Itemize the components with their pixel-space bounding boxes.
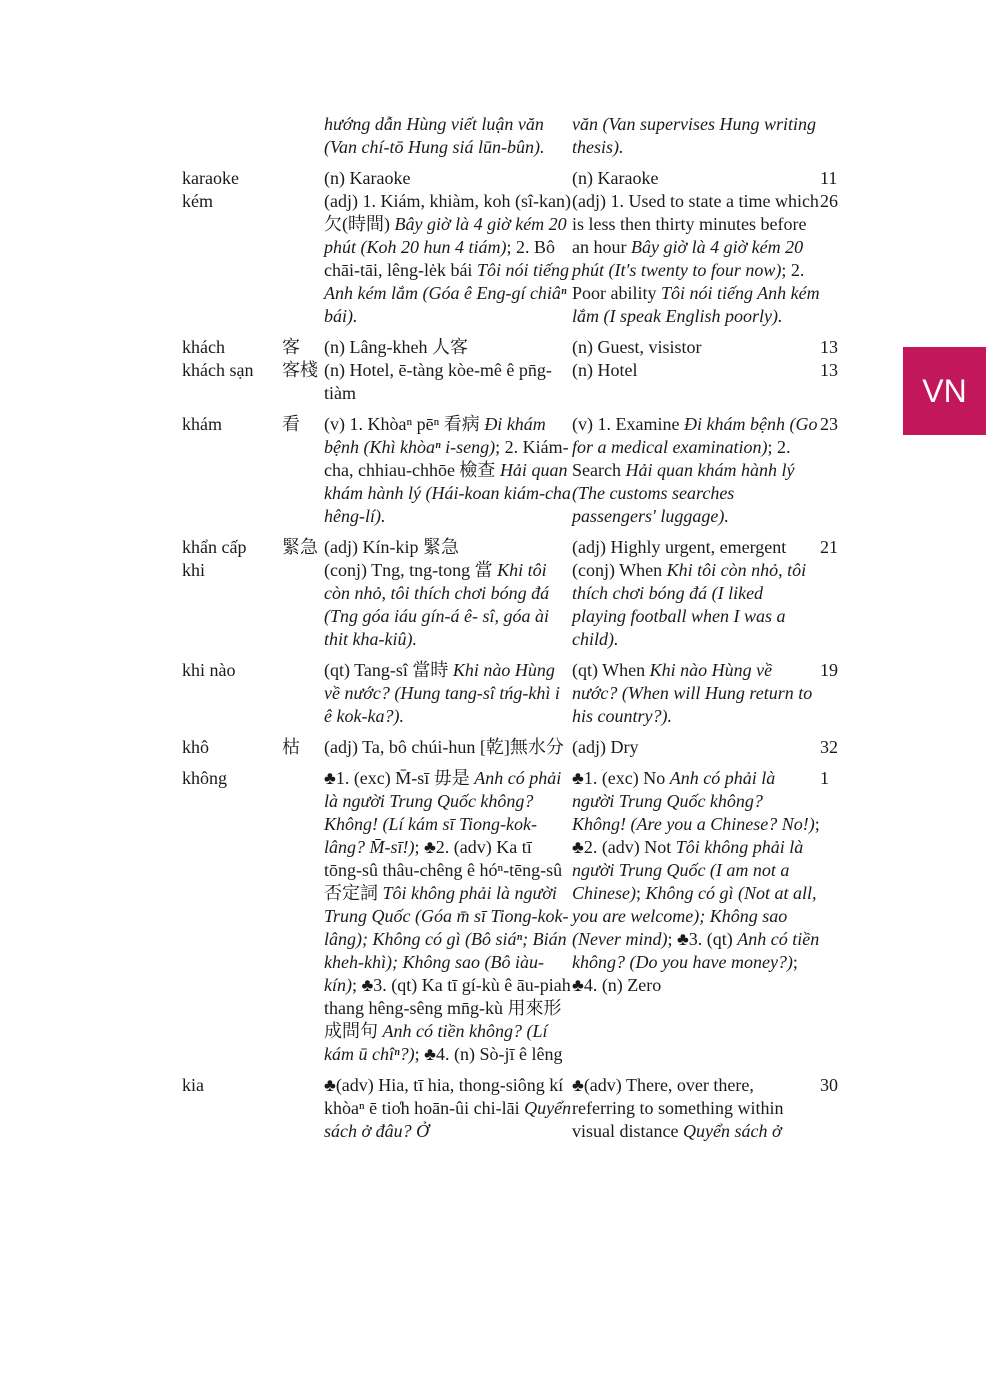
headword: khô — [182, 737, 209, 757]
lesson-number: 21 — [820, 537, 838, 557]
lesson-number: 19 — [820, 660, 838, 680]
lesson-number: 30 — [820, 1075, 838, 1095]
han — [282, 113, 324, 167]
dictionary-entry — [182, 113, 842, 167]
dictionary-entry — [182, 359, 842, 413]
dictionary-entry — [182, 736, 842, 767]
english-definition: (n) Hotel — [572, 360, 638, 380]
english-definition: (adj) 1. Used to state a time which is less then thirty minutes before an hour Bây giờ là 4 giờ kém 20 phút (It's twenty to four now); 2. Poor ability Tôi nói tiếng Anh kém lắm (I speak English poorly). — [572, 191, 820, 326]
english-definition: (conj) When Khi tôi còn nhỏ, tôi thích chơi bóng đá (I liked playing football when I was a child). — [572, 560, 807, 649]
headword: khẩn cấp — [182, 537, 247, 557]
taiwanese-definition: (adj) 1. Kiám, khiàm, koh (sî-kan) 欠(時間) Bây giờ là 4 giờ kém 20 phút (Koh 20 hun 4 tiám); 2. Bô chāi-tāi, lêng-lėk bái Tôi nói tiếng Anh kém lắm (Góa ê Eng-gí chiâⁿ bái). — [324, 191, 571, 326]
taiwanese-definition: ♣1. (exc) M̄-sī 毋是 Anh có phải là người Trung Quốc không? Không! (Lí kám sī Tiong-kok-lâng? M̄-sī!); ♣2. (adv) Ka tī tōng-sû thâu-chêng ê hóⁿ-tēng-sû 否定詞 Tôi không phải là người Trung Quốc (Góa m̄ sī Tiong-kok-lâng); Không có gì (Bô siáⁿ; Bián kheh-khì); Không sao (Bô iàu-kín); ♣3. (qt) Ka tī gí-kù ê āu-piah thang hêng-sêng mn̄g-kù 用來形成問句 Anh có tiền không? (Lí kám ū chîⁿ?); ♣4. (n) Sò-jī ê lêng — [324, 768, 571, 1064]
english-definition: văn (Van supervises Hung writing thesis). — [572, 114, 816, 157]
lesson-number: 32 — [820, 737, 838, 757]
taiwanese-definition: hướng dẫn Hùng viết luận văn (Van chí-tō Hung siá lūn-bûn). — [324, 114, 545, 157]
lesson-number: 1 — [820, 768, 829, 788]
lesson-number: 11 — [820, 168, 838, 188]
english-definition: (qt) When Khi nào Hùng về nước? (When will Hung return to his country?). — [572, 660, 813, 726]
section-tab: VN — [903, 347, 986, 435]
dictionary-table — [182, 113, 842, 1143]
taiwanese-definition: (adj) Kín-kip 緊急 — [324, 537, 459, 557]
han — [282, 659, 324, 736]
english-definition: ♣1. (exc) No Anh có phải là người Trung Quốc không? Không! (Are you a Chinese? No!); ♣2. (adv) Not Tôi không phải là người Trung Quốc (I am not a Chinese); Không có gì (Not at all, you are welcome); Không sao (Never mind); ♣3. (qt) Anh có tiền không? (Do you have money?); ♣4. (n) Zero — [572, 768, 820, 995]
han: 枯 — [282, 737, 300, 757]
taiwanese-definition: (adj) Ta, bô chúi-hun [乾]無水分 — [324, 737, 564, 757]
dictionary-entry — [182, 536, 842, 559]
headword: khách — [182, 337, 225, 357]
han: 緊急 — [282, 537, 318, 557]
dictionary-entry — [182, 559, 842, 659]
headword: khi — [182, 560, 206, 580]
han — [282, 559, 324, 659]
han — [282, 167, 324, 190]
dictionary-entry — [182, 413, 842, 536]
han: 看 — [282, 414, 300, 434]
taiwanese-definition: (qt) Tang-sî 當時 Khi nào Hùng về nước? (Hung tang-sî tńg-khì i ê kok-ka?). — [324, 660, 560, 726]
dictionary-body — [182, 113, 842, 1143]
dictionary-entry — [182, 190, 842, 336]
headword — [182, 113, 282, 167]
lesson-number: 13 — [820, 360, 838, 380]
english-definition: (v) 1. Examine Đi khám bệnh (Go for a medical examination); 2. Search Hải quan khám hành lý (The customs searches passengers' luggage). — [572, 414, 818, 526]
han — [282, 767, 324, 1074]
taiwanese-definition: ♣(adv) Hia, tī hia, thong-siông kí khòaⁿ ē tio̍h hoān-ûi chi-lāi Quyển sách ở đâu? Ở — [324, 1075, 572, 1141]
lesson-number — [820, 113, 842, 167]
headword: kém — [182, 191, 213, 211]
dictionary-entry — [182, 1074, 842, 1143]
taiwanese-definition: (n) Karaoke — [324, 168, 411, 188]
taiwanese-definition: (conj) Tng, tng-tong 當 Khi tôi còn nhỏ, tôi thích chơi bóng đá (Tng góa iáu gín-á ê- sî, góa ài thit kha-kiû). — [324, 560, 550, 649]
headword: không — [182, 768, 227, 788]
lesson-number: 13 — [820, 337, 838, 357]
taiwanese-definition: (v) 1. Khòaⁿ pēⁿ 看病 Đi khám bệnh (Khì khòaⁿ i-seng); 2. Kiám-cha, chhiau-chhōe 檢查 Hải quan khám hành lý (Hái-koan kiám-cha hêng-lí). — [324, 414, 571, 526]
taiwanese-definition: (n) Lâng-kheh 人客 — [324, 337, 468, 357]
english-definition: ♣(adv) There, over there, referring to something within visual distance Quyển sách ở — [572, 1075, 784, 1141]
headword: kia — [182, 1075, 204, 1095]
english-definition: (n) Karaoke — [572, 168, 659, 188]
headword: khám — [182, 414, 222, 434]
lesson-number: 23 — [820, 414, 838, 434]
dictionary-entry — [182, 336, 842, 359]
english-definition: (adj) Highly urgent, emergent — [572, 537, 787, 557]
dictionary-entry — [182, 659, 842, 736]
han: 客棧 — [282, 360, 318, 380]
lesson-number — [820, 559, 842, 659]
headword: khách sạn — [182, 360, 254, 380]
lesson-number: 26 — [820, 191, 838, 211]
headword: karaoke — [182, 168, 239, 188]
taiwanese-definition: (n) Hotel, ē-tàng kòe-mê ê pn̄g-tiàm — [324, 360, 552, 403]
han — [282, 1074, 324, 1143]
english-definition: (adj) Dry — [572, 737, 639, 757]
headword: khi nào — [182, 660, 236, 680]
han — [282, 190, 324, 336]
dictionary-entry — [182, 767, 842, 1074]
han: 客 — [282, 337, 300, 357]
english-definition: (n) Guest, visistor — [572, 337, 702, 357]
dictionary-entry — [182, 167, 842, 190]
